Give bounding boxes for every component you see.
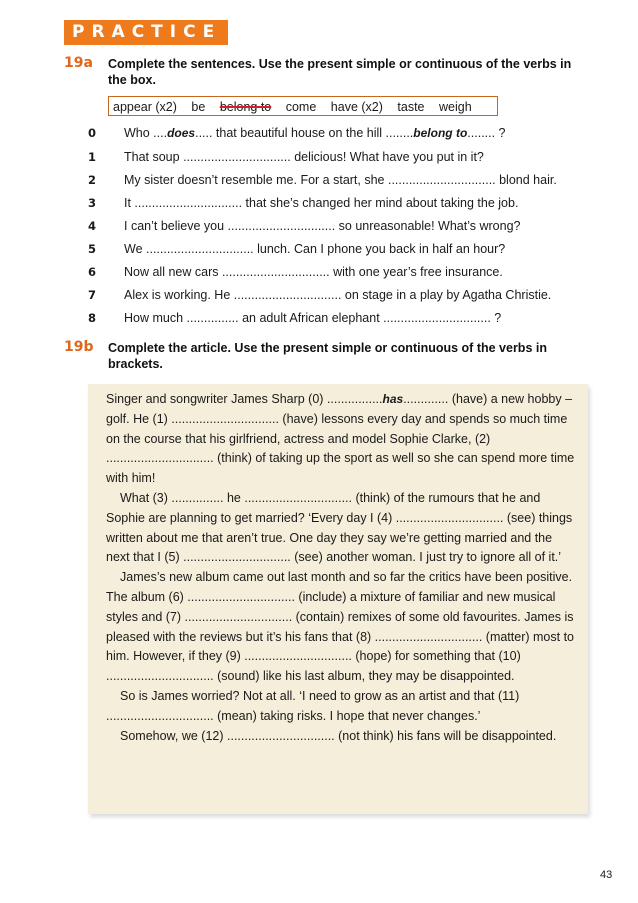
verb-box-item-struck: belong to bbox=[219, 100, 272, 114]
sentence-item-8 bbox=[88, 309, 501, 327]
sentence-text: Now all new cars ............................... with one year’s free insurance. bbox=[124, 265, 503, 279]
verb-box bbox=[108, 96, 498, 116]
example-answer: belong to bbox=[413, 126, 468, 140]
article-text bbox=[106, 390, 576, 746]
verb-box-item: appear (x2) bbox=[113, 100, 177, 114]
paragraph-text: Singer and songwriter James Sharp (0) ................ bbox=[106, 392, 383, 406]
sentence-item-4 bbox=[88, 217, 521, 235]
article-paragraph bbox=[106, 390, 576, 489]
sentence-text: ..... that beautiful house on the hill ........ bbox=[195, 126, 414, 140]
sentence-text: Who .... bbox=[124, 126, 168, 140]
sentence-text: I can’t believe you ............................... so unreasonable! What’s wrong? bbox=[124, 219, 521, 233]
verb-box-item: have (x2) bbox=[330, 100, 383, 114]
sentence-item-5 bbox=[88, 240, 505, 258]
item-number: 0 bbox=[88, 126, 97, 140]
sentence-text: We ............................... lunch. Can I phone you back in half an hour? bbox=[124, 242, 506, 256]
article-paragraph: What (3) ............... he ............................... (think) of the rumours that he and Sophie are planning to get married? ‘Every day I (4) ............................... (see) things written about me that aren’t true. One day they say we’re getting married and the next that I (5) ............................... (see) another woman. I just try to ignore all of it.’ bbox=[106, 490, 573, 565]
item-number: 6 bbox=[88, 265, 97, 279]
item-number: 1 bbox=[88, 150, 97, 164]
verb-box-item: taste bbox=[397, 100, 425, 114]
item-number: 5 bbox=[88, 242, 97, 256]
paragraph-text: ............. (have) a new hobby – golf. He (1) ............................... (have) lessons every day and spends so much time on the course that his girlfriend, actress and model Sophie Clarke, (2) ............................... (think) of taking up the sport as well so she can spend more time with him! bbox=[106, 392, 575, 486]
sentence-item-7 bbox=[88, 286, 551, 304]
item-number: 8 bbox=[88, 311, 97, 325]
item-number: 2 bbox=[88, 173, 97, 187]
item-number: 7 bbox=[88, 288, 97, 302]
exercise-number-19b: 19b bbox=[64, 339, 94, 355]
sentence-text: It ............................... that she’s changed her mind about taking the job. bbox=[124, 196, 519, 210]
sentence-text: ........ ? bbox=[467, 126, 506, 140]
verb-box-item: be bbox=[191, 100, 206, 114]
exercise-19b-instructions: Complete the article. Use the present simple or continuous of the verbs in brackets. bbox=[108, 341, 547, 371]
exercise-number-19a: 19a bbox=[64, 55, 93, 71]
sentence-item-3 bbox=[88, 194, 518, 212]
article-paragraph: Somehow, we (12) ............................... (not think) his fans will be disappointed. bbox=[120, 728, 557, 743]
sentence-text: My sister doesn’t resemble me. For a start, she ............................... blond hair. bbox=[124, 173, 557, 187]
sentence-item-6 bbox=[88, 263, 503, 281]
verb-box-item: come bbox=[285, 100, 317, 114]
item-number: 3 bbox=[88, 196, 97, 210]
sentence-item-0 bbox=[88, 124, 506, 142]
verb-box-item: weigh bbox=[438, 100, 472, 114]
practice-banner: PRACTICE bbox=[64, 20, 228, 45]
example-answer: has bbox=[382, 392, 404, 406]
sentence-text: That soup ............................... delicious! What have you put in it? bbox=[124, 150, 484, 164]
article-paragraph: So is James worried? Not at all. ‘I need to grow as an artist and that (11) ............................... (mean) taking risks. I hope that never changes.’ bbox=[106, 688, 520, 723]
example-answer: does bbox=[167, 126, 196, 140]
sentence-text: How much ............... an adult African elephant ............................... ? bbox=[124, 311, 502, 325]
sentence-item-2 bbox=[88, 171, 557, 189]
page-number: 43 bbox=[600, 869, 613, 881]
exercise-19a-instructions: Complete the sentences. Use the present simple or continuous of the verbs in the box. bbox=[108, 57, 572, 87]
sentence-text: Alex is working. He ............................... on stage in a play by Agatha Christie. bbox=[124, 288, 552, 302]
sentence-item-1 bbox=[88, 148, 484, 166]
article-paragraph: James’s new album came out last month and so far the critics have been positive. The album (6) ............................... (include) a mixture of familiar and new musical styles and (7) ............................... (contain) remixes of some old favourites. James is pleased with the reviews but it’s his fans that (8) ............................... (matter) most to him. However, if they (9) ............................... (hope) for something that (10) ............................... (sound) like his last album, they may be disappointed. bbox=[106, 570, 574, 684]
item-number: 4 bbox=[88, 219, 97, 233]
